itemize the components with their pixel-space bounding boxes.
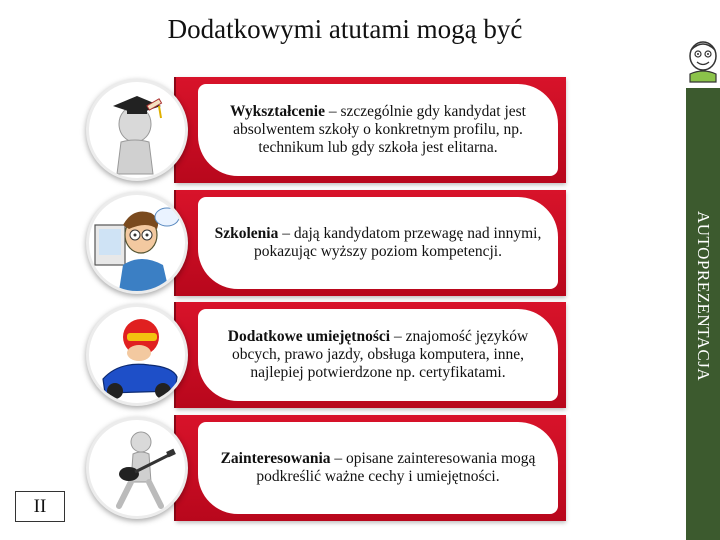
- graduate-icon: [86, 79, 188, 181]
- card-desc: – szczególnie gdy kandydat jest absolwentem szkoły o konkretnym profilu, np. technikum lub gdy szkoła jest elitarna.: [233, 103, 526, 156]
- card-term: Dodatkowe umiejętności: [227, 328, 391, 345]
- card-term: Wykształcenie: [229, 103, 325, 120]
- guitarist-icon: [86, 417, 188, 519]
- race-driver-icon: [86, 304, 188, 406]
- sidebar-band: [686, 88, 720, 540]
- slide-number: II: [15, 491, 65, 522]
- card-education: [176, 77, 566, 183]
- card-term: Zainteresowania: [220, 450, 331, 467]
- slide-title: Dodatkowymi atutami mogą być: [167, 14, 523, 44]
- card-text: [204, 103, 552, 157]
- card-skills: [176, 302, 566, 408]
- card-interests: [176, 415, 566, 521]
- card-desc: – znajomość języków obcych, prawo jazdy, obsługa komputera, inne, najlepiej potwierdzone np. certyfikatami.: [231, 328, 529, 381]
- student-computer-icon: [86, 192, 188, 294]
- card-term: Szkolenia: [214, 225, 279, 242]
- mascot-icon: [682, 36, 720, 88]
- card-text: [204, 328, 552, 382]
- card-desc: – opisane zainteresowania mogą podkreślić ważne cechy i umiejętności.: [256, 450, 536, 485]
- card-training: [176, 190, 566, 296]
- card-desc: – dają kandydatom przewagę nad innymi, pokazując wyższy poziom kompetencji.: [254, 225, 542, 260]
- sidebar-label: AUTOPREZENTACJA: [694, 211, 713, 382]
- card-text: [204, 225, 552, 261]
- card-text: [204, 450, 552, 486]
